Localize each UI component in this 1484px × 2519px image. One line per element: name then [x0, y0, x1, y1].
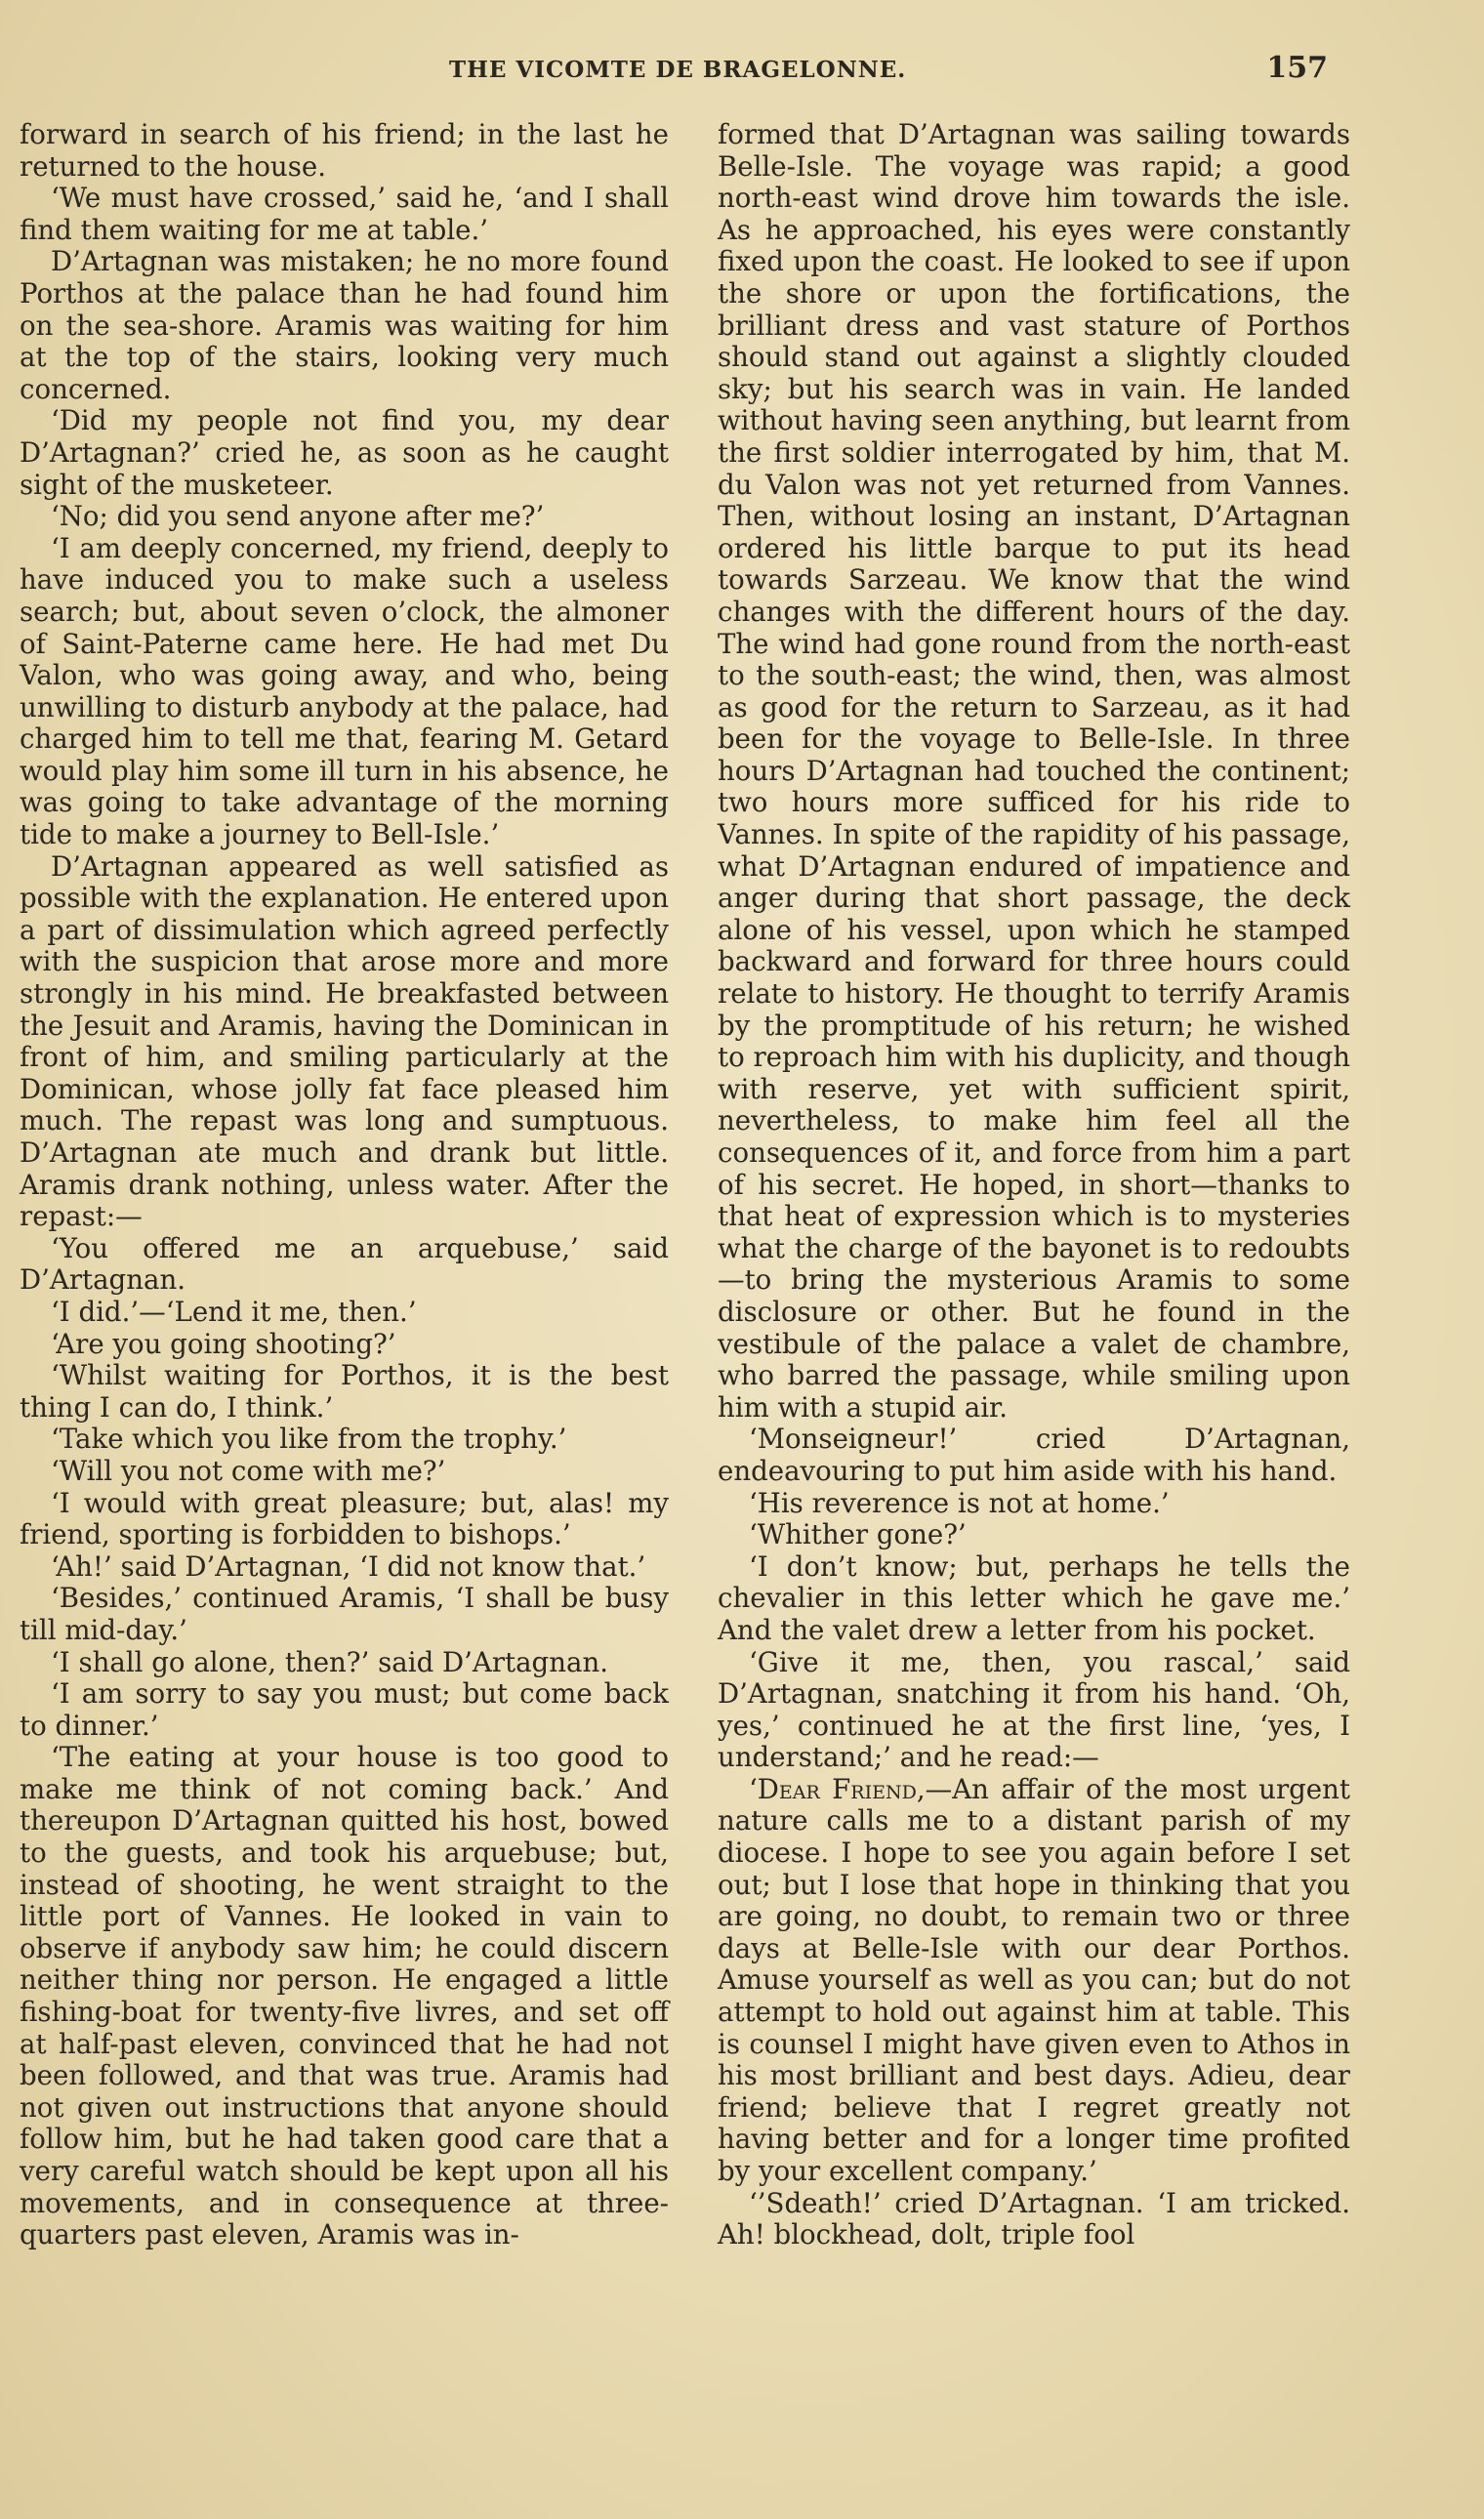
page-number: 157 — [1266, 51, 1328, 85]
paragraph: ‘I am sorry to say you must; but come back to dinner.’ — [20, 1677, 669, 1742]
paragraph: ‘I am deeply concerned, my friend, deeply to have induced you to make such a useless search; but, about seven o’clock, the almoner of Saint-Paterne came here. He had met Du Valon, who was going away, and who, being unwilling to disturb anybody at the palace, had charged him to tell me that, fearing M. Getard would play him some ill turn in his absence, he was going to take advantage of the morning tide to make a journey to Bell-Isle.’ — [20, 531, 669, 851]
paragraph: ‘The eating at your house is too good to make me think of not coming back.’ And thereupon D’Artagnan quitted his host, bowed to the guests, and took his arquebuse; but, instead of shooting, he went straight to the little port of Vannes. He looked in vain to observe if anybody saw him; he could discern neither thing nor person. He engaged a little fishing-boat for twenty-five livres, and set off at half-past eleven, convinced that he had not been followed, and that was true. Aramis had not given out instructions that anyone should follow him, but he had taken good care that a very careful watch should be kept upon all his movements, and in consequence at three-quarters past eleven, Aramis was in- — [20, 1741, 669, 2251]
paragraph: ‘We must have crossed,’ said he, ‘and I shall find them waiting for me at table.’ — [20, 182, 669, 246]
paragraph: D’Artagnan was mistaken; he no more found Porthos at the palace than he had found him on the sea-shore. Aramis was waiting for him at the top of the stairs, looking very much concerned. — [20, 245, 669, 405]
paragraph: ‘I don’t know; but, perhaps he tells the chevalier in this letter which he gave me.’ And the valet drew a letter from his pocket. — [718, 1549, 1350, 1646]
paragraph: ‘Are you going shooting?’ — [51, 1327, 396, 1360]
paragraph: ‘No; did you send anyone after me?’ — [51, 500, 545, 533]
paragraph: ‘Besides,’ continued Aramis, ‘I shall be busy till mid-day.’ — [20, 1582, 669, 1646]
running-title: THE VICOMTE DE BRAGELONNE. — [449, 57, 907, 83]
paragraph: ‘Did my people not find you, my dear D’Artagnan?’ cried he, as soon as he caught sight of the musketeer. — [20, 404, 669, 501]
paragraph: ‘’Sdeath!’ cried D’Artagnan. ‘I am tricked. Ah! blockhead, dolt, triple fool — [718, 2186, 1350, 2251]
paragraph: ‘Whilst waiting for Porthos, it is the best thing I can do, I think.’ — [20, 1359, 669, 1424]
paragraph: D’Artagnan appeared as well satisfied as possible with the explanation. He entered upon a part of dissimulation which agreed perfectly with the suspicion that arose more and more strongly in his mind. He breakfasted between the Jesuit and Aramis, having the Dominican in front of him, and smiling particularly at the Dominican, whose jolly fat face pleased him much. The repast was long and sumptuous. D’Artagnan ate much and drank but little. Aramis drank nothing, unless water. After the repast:— — [20, 849, 669, 1233]
paragraph: ‘Whither gone?’ — [749, 1518, 967, 1551]
left-column — [20, 119, 669, 2251]
right-column — [718, 119, 1350, 2251]
letter-paragraph — [718, 1774, 1350, 2188]
paragraph: ‘Will you not come with me?’ — [51, 1454, 446, 1487]
paragraph: ‘His reverence is not at home.’ — [749, 1486, 1170, 1519]
paragraph: ‘Ah!’ said D’Artagnan, ‘I did not know that.’ — [51, 1549, 646, 1583]
paragraph: ‘Monseigneur!’ cried D’Artagnan, endeavouring to put him aside with his hand. — [718, 1423, 1350, 1487]
letter-salutation: ‘Dear Friend, — [749, 1772, 926, 1805]
running-head — [20, 51, 1328, 90]
paragraph: ‘I did.’—‘Lend it me, then.’ — [51, 1295, 417, 1328]
paragraph: ‘You offered me an arquebuse,’ said D’Artagnan. — [20, 1231, 669, 1297]
paragraph: ‘Give it me, then, you rascal,’ said D’Artagnan, snatching it from his hand. ‘Oh, yes,’ continued he at the first line, ‘yes, I understand;’ and he read:— — [718, 1645, 1350, 1774]
paragraph: ‘I shall go alone, then?’ said D’Artagnan. — [51, 1645, 608, 1678]
paragraph: ‘Take which you like from the trophy.’ — [51, 1423, 567, 1456]
letter-body: —An affair of the most urgent nature calls me to a distant parish of my diocese. I hope to see you again before I set out; but I lose that hope in thinking that you are going, no doubt, to remain two or three days at Belle-Isle with our dear Porthos. Amuse yourself as well as you can; but do not attempt to hold out against him at table. This is counsel I might have given even to Athos in his most brilliant and best days. Adieu, dear friend; believe that I regret greatly not having better and for a longer time profited by your excellent company.’ — [718, 1772, 1350, 2187]
paragraph: forward in search of his friend; in the last he returned to the house. — [20, 118, 669, 183]
paragraph: formed that D’Artagnan was sailing towards Belle-Isle. The voyage was rapid; a good north-east wind drove him towards the isle. As he approached, his eyes were constantly fixed upon the coast. He looked to see if upon the shore or upon the fortifications, the brilliant dress and vast stature of Porthos should stand out against a slightly clouded sky; but his search was in vain. He landed without having seen anything, but learnt from the first soldier interrogated by him, that M. du Valon was not yet returned from Vannes. Then, without losing an instant, D’Artagnan ordered his little barque to put its head towards Sarzeau. We know that the wind changes with the different hours of the day. The wind had gone round from the north-east to the south-east; the wind, then, was almost as good for the return to Sarzeau, as it had been for the voyage to Belle-Isle. In three hours D’Artagnan had touched the continent; two hours more sufficed for his ride to Vannes. In spite of the rapidity of his passage, what D’Artagnan endured of impatience and anger during that short passage, the deck alone of his vessel, upon which he stamped backward and forward for three hours could relate to history. He thought to terrify Aramis by the promptitude of his return; he wished to reproach him with his duplicity, and though with reserve, yet with sufficient spirit, nevertheless, to make him feel all the consequences of it, and force from him a part of his secret. He hoped, in short—thanks to that heat of expression which is to mysteries what the charge of the bayonet is to redoubts—to bring the mysterious Aramis to some disclosure or other. But he found in the vestibule of the palace a valet de chambre, who barred the passage, while smiling upon him with a stupid air. — [718, 118, 1350, 1424]
paragraph: ‘I would with great pleasure; but, alas! my friend, sporting is forbidden to bishops.’ — [20, 1486, 669, 1551]
